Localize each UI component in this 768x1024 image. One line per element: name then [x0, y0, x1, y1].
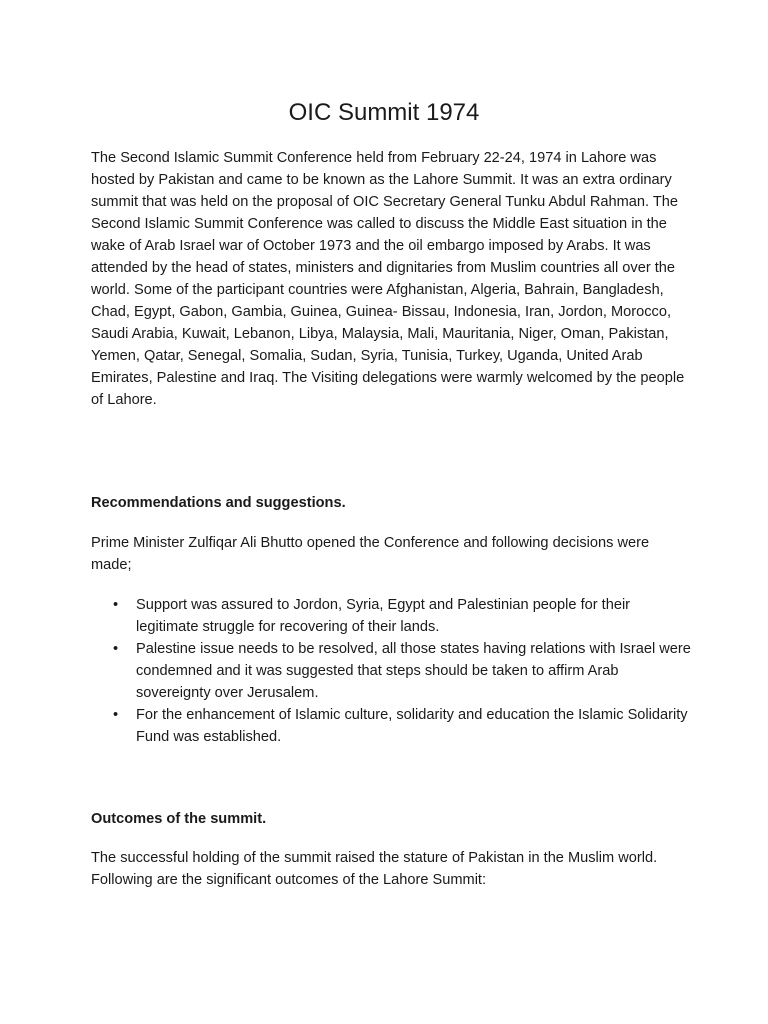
list-item [91, 594, 691, 638]
outcomes-paragraph: The successful holding of the summit raised the stature of Pakistan in the Muslim world. Following are the significant outcomes of the Lahore Summit: [91, 850, 658, 888]
outcomes-heading: Outcomes of the summit. [91, 811, 267, 827]
recommendations-list [91, 594, 691, 748]
recommendations-heading: Recommendations and suggestions. [91, 495, 346, 511]
list-item [91, 638, 691, 704]
page-title: OIC Summit 1974 [288, 99, 480, 126]
list-item [91, 704, 691, 748]
list-item-text: Palestine issue needs to be resolved, all those states having relations with Israel were condemned and it was suggested that steps should be taken to affirm Arab sovereignty over Jerusalem. [136, 641, 691, 701]
recommendations-paragraph: Prime Minister Zulfiqar Ali Bhutto opened the Conference and following decisions were made; [91, 535, 650, 573]
intro-paragraph: The Second Islamic Summit Conference held from February 22-24, 1974 in Lahore was hosted by Pakistan and came to be known as the Lahore Summit. It was an extra ordinary summit that was held on the proposal of OIC Secretary General Tunku Abdul Rahman. The Second Islamic Summit Conference was called to discuss the Middle East situation in the wake of Arab Israel war of October 1973 and the oil embargo imposed by Arabs. It was attended by the head of states, ministers and dignitaries from Muslim countries all over the world. Some of the participant countries were Afghanistan, Algeria, Bahrain, Bangladesh, Chad, Egypt, Gabon, Gambia, Guinea, Guinea- Bissau, Indonesia, Iran, Jordon, Morocco, Saudi Arabia, Kuwait, Lebanon, Libya, Malaysia, Mali, Mauritania, Niger, Oman, Pakistan, Yemen, Qatar, Senegal, Somalia, Sudan, Syria, Tunisia, Turkey, Uganda, United Arab Emirates, Palestine and Iraq. The Visiting delegations were warmly welcomed by the people of Lahore. [91, 150, 685, 408]
list-item-text: Support was assured to Jordon, Syria, Egypt and Palestinian people for their legitimate struggle for recovering of their lands. [136, 597, 631, 635]
list-item-text: For the enhancement of Islamic culture, solidarity and education the Islamic Solidarity Fund was established. [136, 707, 688, 745]
bullet-icon: • [113, 641, 119, 657]
bullet-icon: • [113, 597, 119, 613]
bullet-icon: • [113, 707, 119, 723]
